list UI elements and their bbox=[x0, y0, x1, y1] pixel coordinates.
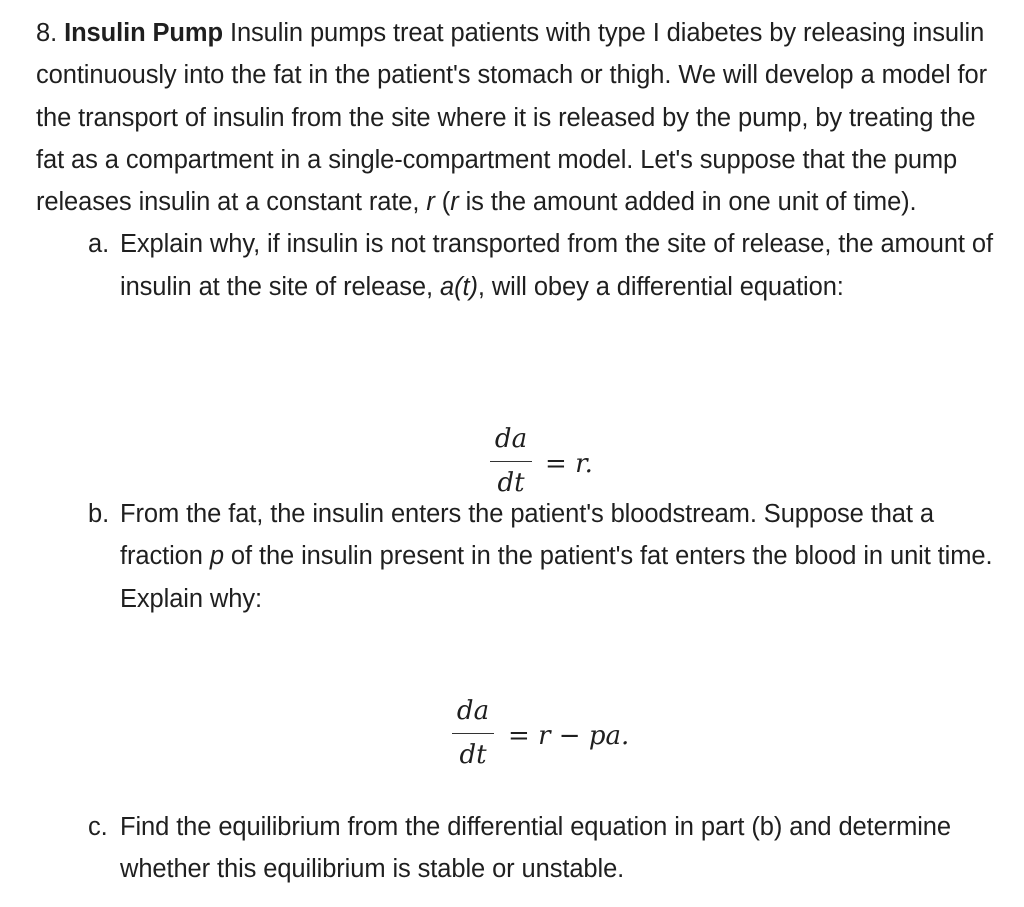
part-a-label: a. bbox=[88, 230, 110, 259]
equation-1-rhs: = r. bbox=[545, 449, 593, 479]
variable-r: r bbox=[426, 188, 435, 217]
part-b-text: From the fat, the insulin enters the patient's bloodstream. Suppose that a fraction p of the insulin present in the patient's fat enters the blood in unit time. Explain why: bbox=[120, 500, 993, 613]
equation-1-numerator: da bbox=[494, 424, 528, 454]
part-a bbox=[36, 223, 996, 308]
problem-intro bbox=[36, 12, 996, 223]
problem-number: 8. bbox=[36, 19, 58, 47]
equation-1-fraction bbox=[490, 424, 532, 498]
equation-2-numerator: da bbox=[456, 696, 490, 726]
problem-title: Insulin Pump bbox=[64, 19, 223, 47]
intro-text-end: is the amount added in one unit of time). bbox=[465, 188, 917, 217]
variable-p: p bbox=[209, 542, 224, 571]
equation-2-rhs: = r − pa. bbox=[508, 721, 630, 751]
equation-2-fraction-bar bbox=[452, 733, 494, 734]
equation-2-fraction bbox=[452, 696, 494, 770]
equation-2-spacer bbox=[36, 620, 996, 806]
equation-2-denominator: dt bbox=[459, 740, 487, 770]
part-b-label: b. bbox=[88, 500, 110, 529]
part-c-label: c. bbox=[88, 812, 108, 841]
intro-text: Insulin pumps treat patients with type I diabetes by releasing insulin continuously into the fat in the patient's stomach or thigh. We will develop a model for the transport of insulin from the site where it is released by the pump, by treating the fat as a compartment in a single-compartment model. Let's suppose that the pump releases insulin at a constant rate, bbox=[36, 19, 987, 217]
intro-paren: (r bbox=[441, 188, 459, 217]
part-b bbox=[36, 493, 996, 620]
part-c-text: Find the equilibrium from the differential equation in part (b) and determine whether this equilibrium is stable or unstable. bbox=[120, 812, 951, 884]
equation-1-denominator: dt bbox=[497, 468, 525, 498]
part-a-text: Explain why, if insulin is not transported from the site of release, the amount of insulin at the site of release, a(t), will obey a differential equation: bbox=[120, 230, 993, 301]
equation-1-fraction-bar bbox=[490, 461, 532, 462]
variable-a-t: a(t) bbox=[440, 272, 478, 301]
part-c bbox=[36, 806, 996, 891]
